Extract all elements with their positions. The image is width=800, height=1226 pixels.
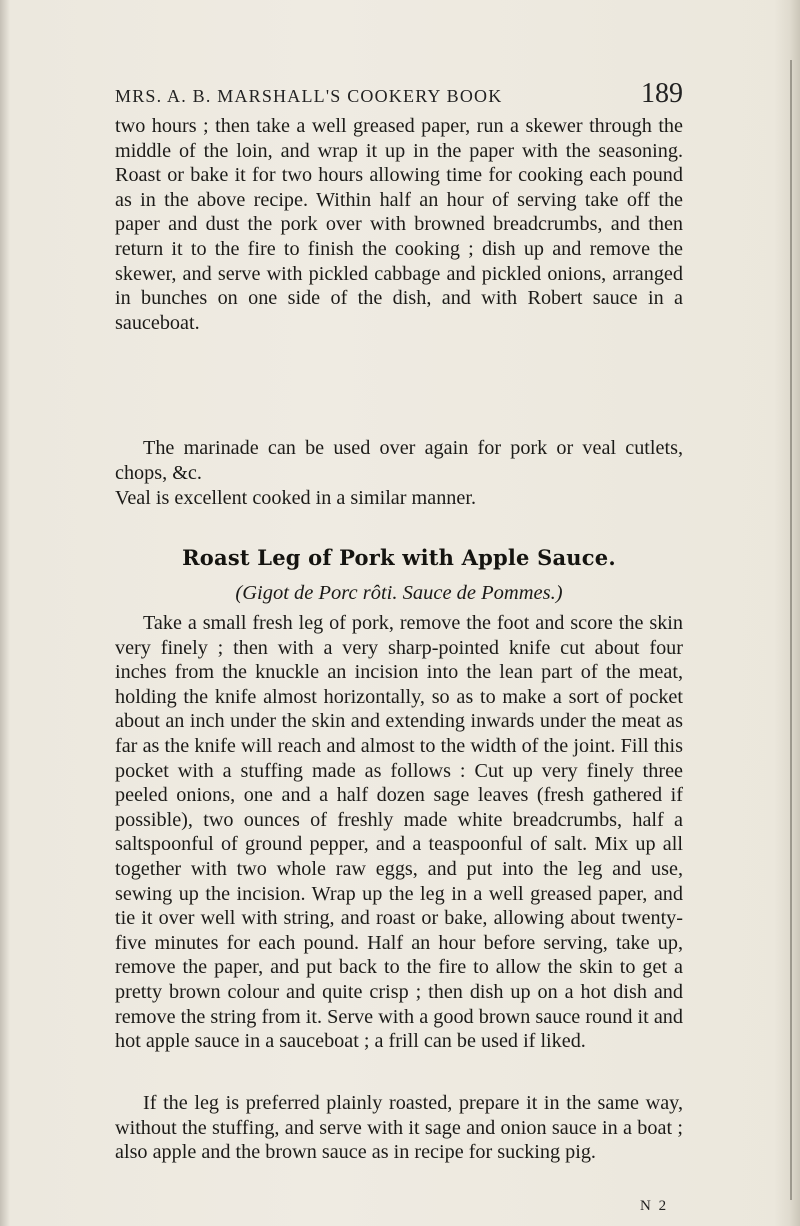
page-edge-line bbox=[790, 60, 792, 1200]
paragraph-marinade: The marinade can be used over again for pork or veal cutlets, chops, &c. bbox=[115, 437, 683, 484]
paragraph-veal: Veal is excellent cooked in a similar manner. bbox=[115, 487, 477, 509]
page-number: 189 bbox=[641, 78, 683, 109]
recipe-subtitle-text: (Gigot de Porc rôti. Sauce de Pommes.) bbox=[235, 582, 563, 604]
recipe-subtitle bbox=[115, 582, 683, 605]
signature-mark: N 2 bbox=[640, 1198, 669, 1214]
running-head: MRS. A. B. MARSHALL'S COOKERY BOOK bbox=[115, 86, 503, 106]
paragraph-variation: If the leg is preferred plainly roasted, prepare it in the same way, without the stuffing, and serve with it sage and onion sauce in a boat ; also apple and the brown sauce as in recipe for sucking pig. bbox=[115, 1092, 683, 1164]
paragraph-continuation: two hours ; then take a well greased paper, run a skewer through the middle of the loin, and wrap it up in the paper with the seasoning. Roast or bake it for two hours allowing time for cooking each pound as in the above recipe. Within half an hour of serving take off the paper and dust the pork over with browned breadcrumbs, and then return it to the fire to finish the cooking ; dish up and remove the skewer, and serve with pickled cabbage and pickled onions, arranged in bunches on one side of the dish, and with Robert sauce in a sauceboat. bbox=[115, 115, 683, 334]
page-header bbox=[115, 78, 685, 110]
page-edge-shadow bbox=[774, 0, 800, 1226]
paragraph-method: Take a small fresh leg of pork, remove the foot and score the skin very finely ; then with a very sharp-pointed knife cut about four inches from the knuckle an incision into the lean part of the meat, holding the knife almost horizontally, so as to make a sort of pocket about an inch under the skin and extending inwards under the meat as far as the knife will reach and almost to the width of the joint. Fill this pocket with a stuffing made as follows : Cut up very finely three peeled onions, one and a half dozen sage leaves (fresh gathered if possible), two ounces of freshly made white breadcrumbs, half a saltspoonful of ground pepper, and a teaspoonful of salt. Mix up all together with two whole raw eggs, and put into the leg and use, sewing up the incision. Wrap up the leg in a well greased paper, and tie it over well with string, and roast or bake, allowing about twenty-five minutes for each pound. Half an hour before serving, take up, remove the paper, and put back to the fire to allow the skin to get a pretty brown colour and quite crisp ; then dish up on a hot dish and remove the string from it. Serve with a good brown sauce round it and hot apple sauce in a sauceboat ; a frill can be used if liked. bbox=[115, 612, 683, 1053]
page-gutter-shadow bbox=[0, 0, 10, 1226]
recipe-title: Roast Leg of Pork with Apple Sauce. bbox=[182, 545, 616, 570]
